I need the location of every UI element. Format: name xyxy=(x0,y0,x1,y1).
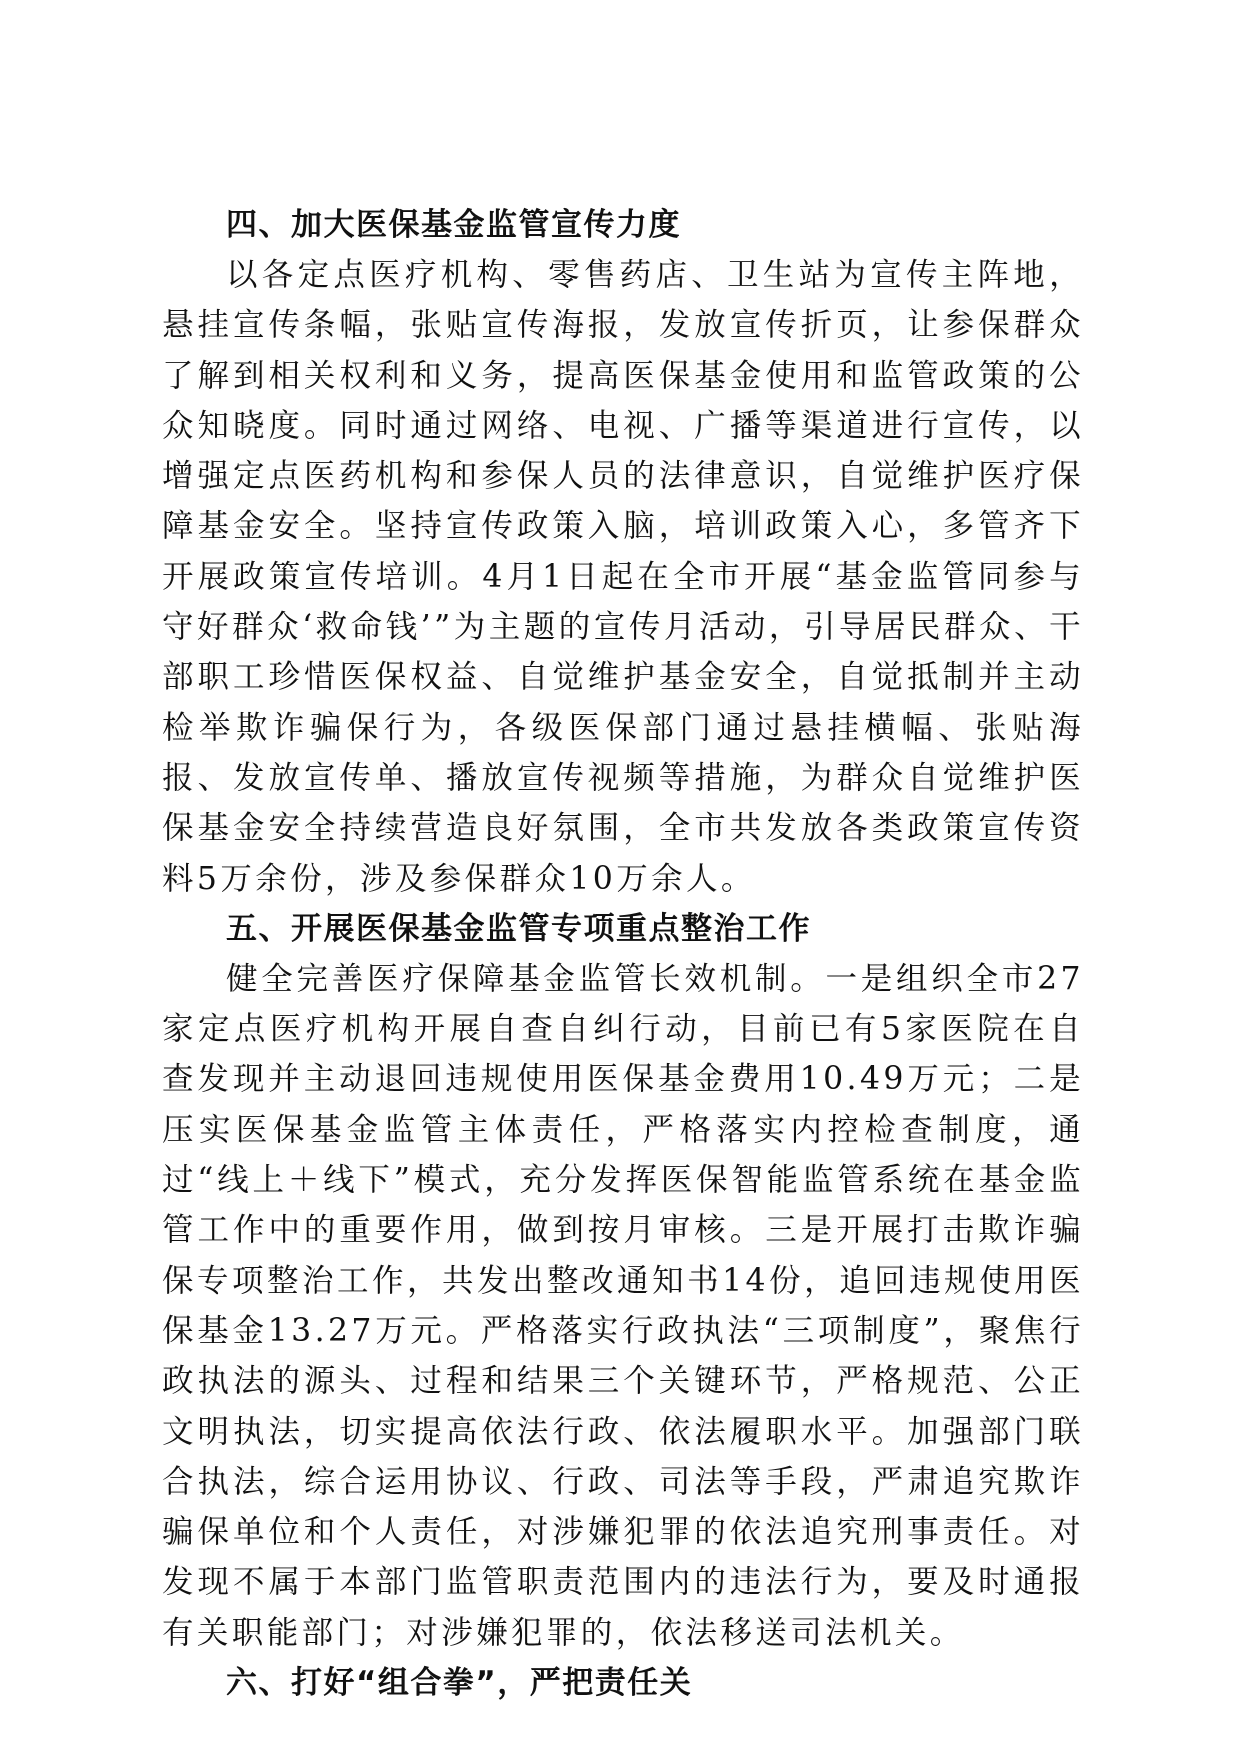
section-5-paragraph: 健全完善医疗保障基金监管长效机制。一是组织全市27家定点医疗机构开展自查自纠行动，目前已有5家医院在自查发现并主动退回违规使用医保基金费用10.49万元；二是压实医保基金监管主体责任，严格落实内控检查制度，通过“线上＋线下”模式，充分发挥医保智能监管系统在基金监管工作中的重要作用，做到按月审核。三是开展打击欺诈骗保专项整治工作，共发出整改通知书14份，追回违规使用医保基金13.27万元。严格落实行政执法“三项制度”，聚焦行政执法的源头、过程和结果三个关键环节，严格规范、公正文明执法，切实提高依法行政、依法履职水平。加强部门联合执法，综合运用协议、行政、司法等手段，严肃追究欺诈骗保单位和个人责任，对涉嫌犯罪的依法追究刑事责任。对发现不属于本部门监管职责范围内的违法行为，要及时通报有关职能部门；对涉嫌犯罪的，依法移送司法机关。 xyxy=(162,960,1084,1651)
section-4-paragraph: 以各定点医疗机构、零售药店、卫生站为宣传主阵地，悬挂宣传条幅，张贴宣传海报，发放宣传折页，让参保群众了解到相关权利和义务，提高医保基金使用和监管政策的公众知晓度。同时通过网络、电视、广播等渠道进行宣传，以增强定点医药机构和参保人员的法律意识，自觉维护医疗保障基金安全。坚持宣传政策入脑，培训政策入心，多管齐下开展政策宣传培训。4月1日起在全市开展“基金监管同参与守好群众‘救命钱’”为主题的宣传月活动，引导居民群众、干部职工珍惜医保权益、自觉维护基金安全，自觉抵制并主动检举欺诈骗保行为，各级医保部门通过悬挂横幅、张贴海报、发放宣传单、播放宣传视频等措施，为群众自觉维护医保基金安全持续营造良好氛围，全市共发放各类政策宣传资料5万余份，涉及参保群众10万余人。 xyxy=(162,257,1084,897)
document-body xyxy=(162,200,1084,1708)
section-6-heading: 六、打好“组合拳”，严把责任关 xyxy=(226,1665,693,1702)
section-5-heading: 五、开展医保基金监管专项重点整治工作 xyxy=(226,910,811,947)
section-4-heading: 四、加大医保基金监管宣传力度 xyxy=(226,207,681,243)
